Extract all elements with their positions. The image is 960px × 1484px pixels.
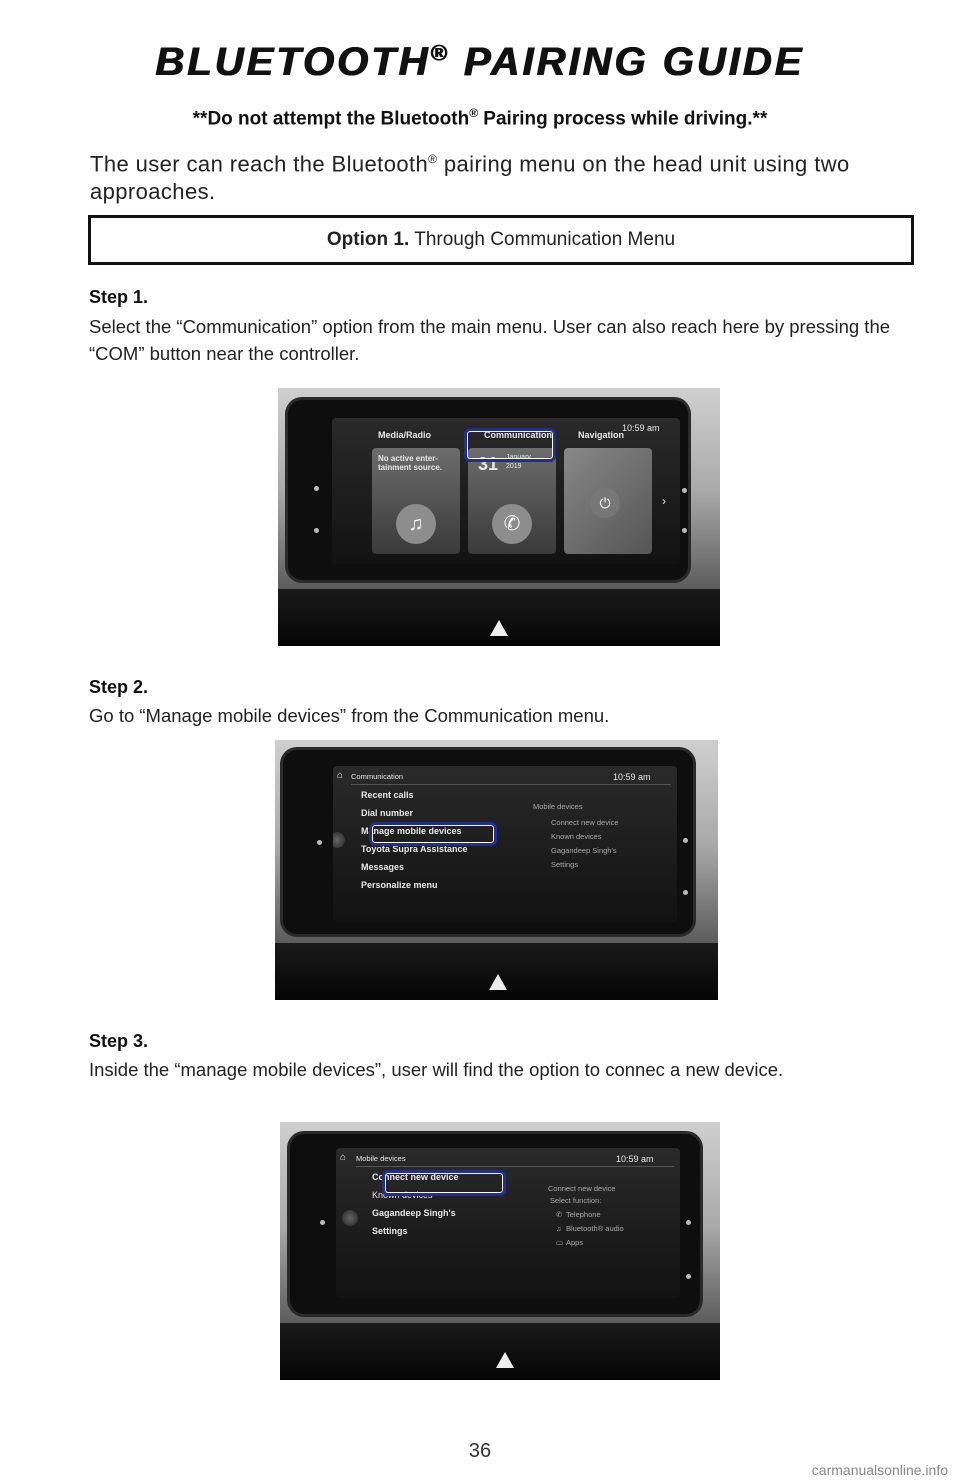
bezel-dot [314,528,319,533]
highlight-manage-mobile-devices [369,822,497,846]
option-box [88,215,914,265]
card-label: Navigation [578,430,625,440]
power-icon: ⏻ [590,488,620,518]
apps-icon: ▭ [556,1238,564,1247]
option-label: Option 1. [326,229,410,250]
step-2-title: Step 2. [89,677,149,697]
side-item: Gagandeep Singh's [551,846,617,855]
head-unit-bezel [283,750,693,934]
controller-knob [342,1210,358,1226]
side-item: Bluetooth® audio [566,1224,624,1233]
clock: 10:59 am [622,423,660,433]
bezel-dot [314,486,319,491]
menu-item[interactable]: Known devices [372,1190,433,1200]
media-status: No active enter-tainment source. [378,454,443,472]
menu-item-selected[interactable]: Connect new device [372,1172,459,1182]
highlight-connect-new-device [382,1170,506,1196]
step-3-title: Step 3. [89,1031,149,1051]
navigation-card[interactable] [564,430,652,554]
bezel-dot [686,1220,691,1225]
menu-item[interactable]: Gagandeep Singh's [372,1208,456,1218]
card-label: Communication [484,430,553,440]
communication-card[interactable] [468,430,556,554]
footer-watermark: carmanualsonline.info [811,1462,948,1478]
side-item: Telephone [566,1210,601,1219]
hazard-button-icon [496,1352,514,1368]
divider [356,1166,674,1167]
page-number: 36 [468,1440,492,1462]
step-2-photo [275,740,718,1000]
side-item: Known devices [551,832,602,841]
dashboard [275,943,718,1000]
intro-paragraph: The user can reach the Bluetooth® pairing menu on the head unit using two approaches. [90,151,850,205]
step-1-photo [278,388,720,646]
menu-item-selected[interactable]: Manage mobile devices [361,826,462,836]
music-note-icon: ♫ [396,504,436,544]
menu-item[interactable]: Toyota Supra Assistance [361,844,468,854]
safety-warning: **Do not attempt the Bluetooth® Pairing process while driving.** [192,106,768,130]
head-unit-bezel [288,400,688,580]
menu-item[interactable]: Dial number [361,808,414,818]
option-text: Through Communication Menu [414,229,676,250]
screen-header: Mobile devices [356,1154,406,1163]
card-label: Media/Radio [378,430,432,440]
clock: 10:59 am [616,1154,654,1164]
home-icon[interactable]: ⌂ [340,1152,347,1163]
menu-item[interactable]: Personalize menu [361,880,438,890]
step-3-text: Inside the “manage mobile devices”, user will find the option to connec a new device. [89,1059,784,1080]
side-item: Connect new device [551,818,619,827]
clock: 10:59 am [613,772,651,782]
dashboard [278,589,720,646]
divider [351,784,671,785]
hazard-button-icon [489,974,507,990]
bezel-dot [682,488,687,493]
date-year: 2019 [506,463,522,470]
phone-icon: ✆ [492,504,532,544]
bezel-dot [682,528,687,533]
controller-knob [333,832,345,848]
menu-item[interactable]: Settings [372,1226,408,1236]
side-header: Connect new device [548,1184,616,1193]
step-1-title: Step 1. [89,287,149,307]
phone-icon: ✆ [556,1210,563,1219]
date-day: 31 [478,454,499,474]
step-3-photo [280,1122,720,1380]
side-item: Settings [551,860,579,869]
step-2-text: Go to “Manage mobile devices” from the Communication menu. [89,705,610,726]
date-month: January [506,454,531,461]
bezel-dot [320,1220,325,1225]
bezel-dot [683,838,688,843]
bezel-dot [683,890,688,895]
page-title: BLUETOOTH® PAIRING GUIDE [155,40,805,84]
chevron-right-icon[interactable]: › [662,494,666,508]
highlight-communication [464,428,556,462]
hazard-button-icon [490,620,508,636]
side-subheader: Select function: [550,1196,602,1205]
side-item: Apps [566,1238,584,1247]
menu-item[interactable]: Recent calls [361,790,414,800]
step-1-text: Select the “Communication” option from the main menu. User can also reach here by pressing the “COM” button near the controller. [89,316,891,364]
head-unit-bezel [290,1134,700,1314]
media-radio-card[interactable] [372,430,460,554]
music-note-icon: ♫ [556,1224,562,1233]
home-icon[interactable]: ⌂ [337,770,344,781]
menu-item[interactable]: Messages [361,862,405,872]
bezel-dot [686,1274,691,1279]
screen-header: Communication [351,772,404,781]
bezel-dot [317,840,322,845]
side-header: Mobile devices [533,802,583,811]
